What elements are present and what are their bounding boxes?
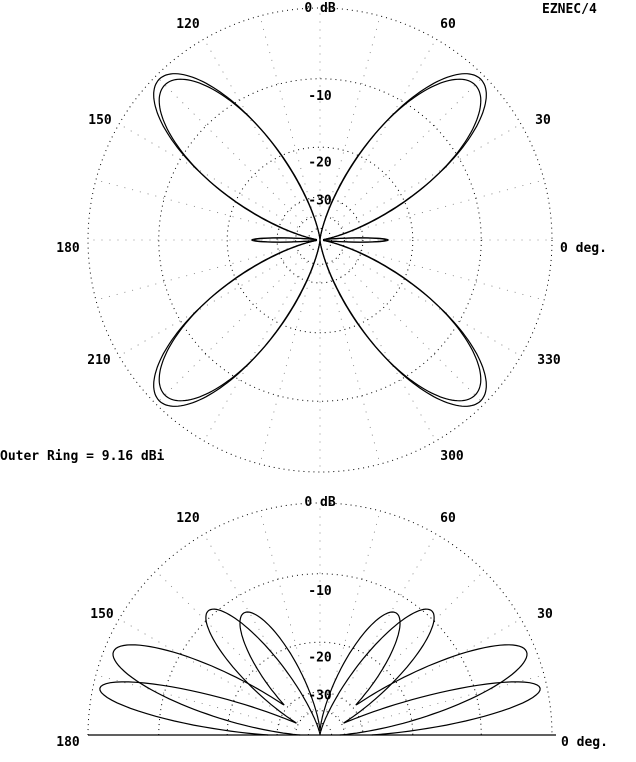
- grid-spoke: [342, 619, 521, 722]
- elevation-traces: [100, 609, 540, 735]
- grid-spoke: [333, 262, 436, 441]
- angle-label: 210: [87, 353, 111, 368]
- grid-spoke: [342, 124, 521, 227]
- grid-spoke: [342, 253, 521, 356]
- outer-ring-label: Outer Ring = 9.16 dBi: [0, 449, 165, 464]
- grid-spoke: [345, 180, 544, 233]
- grid-spoke: [204, 262, 307, 441]
- elevation-series-2: [100, 609, 540, 735]
- grid-spoke: [260, 265, 313, 464]
- app-label: EZNEC/4: [542, 2, 597, 17]
- angle-label: 0 deg.: [561, 735, 608, 750]
- grid-spoke: [327, 16, 380, 215]
- angle-label: 30: [537, 607, 553, 622]
- grid-spoke: [119, 124, 298, 227]
- ring-label: -20: [308, 650, 332, 666]
- grid-spoke: [327, 265, 380, 464]
- ring-label: -20: [308, 155, 332, 171]
- elevation-polar-plot: [56, 495, 608, 750]
- angle-label: 0 dB: [304, 1, 336, 16]
- angle-label: 150: [88, 113, 112, 128]
- azimuth-labels: [56, 1, 607, 464]
- angle-label: 60: [440, 17, 456, 32]
- azimuth-series-2: [159, 79, 481, 401]
- grid-spoke: [119, 619, 298, 722]
- grid-spoke: [156, 571, 302, 717]
- ring-label: -10: [308, 584, 332, 600]
- elevation-series-1: [113, 612, 527, 735]
- ring-label: -10: [308, 89, 332, 105]
- angle-label: 150: [90, 607, 114, 622]
- grid-ring: [296, 711, 345, 735]
- angle-label: 120: [176, 511, 200, 526]
- ring-label: -30: [308, 688, 332, 704]
- grid-spoke: [204, 39, 307, 218]
- angle-label: 0 deg.: [560, 241, 607, 256]
- grid-spoke: [333, 534, 436, 713]
- grid-spoke: [338, 571, 484, 717]
- angle-label: 180: [56, 735, 80, 750]
- angle-label: 60: [440, 511, 456, 526]
- ring-label: -30: [308, 193, 332, 209]
- azimuth-polar-plot: [56, 1, 607, 472]
- grid-spoke: [96, 675, 295, 728]
- angle-label: 180: [56, 241, 80, 256]
- angle-label: 0 dB: [304, 495, 336, 510]
- grid-spoke: [119, 253, 298, 356]
- grid-spoke: [333, 39, 436, 218]
- grid-spoke: [96, 247, 295, 300]
- grid-spoke: [260, 16, 313, 215]
- angle-label: 300: [440, 449, 464, 464]
- grid-spoke: [204, 534, 307, 713]
- angle-label: 30: [535, 113, 551, 128]
- angle-label: 330: [537, 353, 561, 368]
- grid-spoke: [96, 180, 295, 233]
- angle-label: 120: [176, 17, 200, 32]
- grid-spoke: [345, 247, 544, 300]
- grid-spoke: [345, 675, 544, 728]
